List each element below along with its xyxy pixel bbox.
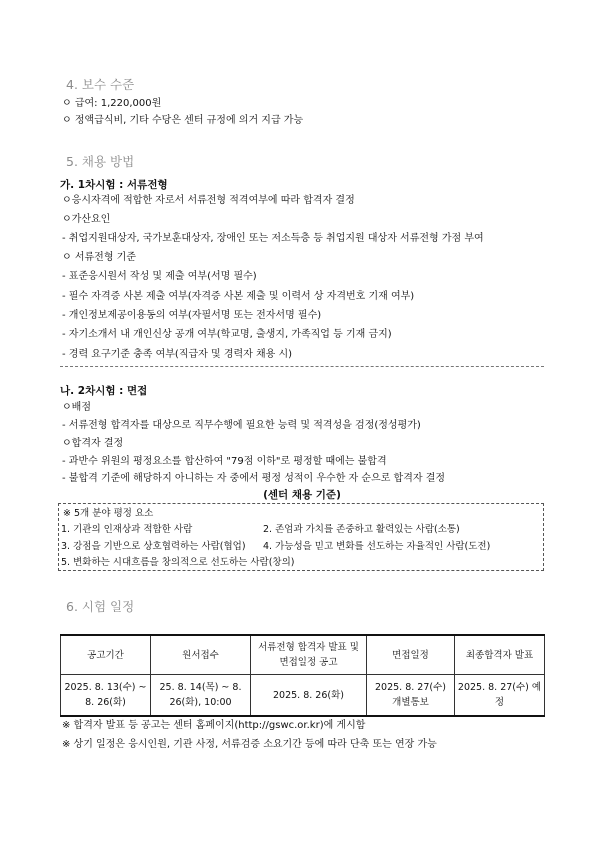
first-exam-line: - 표준응시원서 작성 및 제출 여부(서명 필수) — [62, 271, 257, 282]
table-row — [61, 675, 545, 717]
first-exam-line: ㅇ 서류전형 기준 — [62, 252, 136, 263]
criteria-title: (센터 채용 기준) — [263, 489, 341, 501]
header-cell: 공고기간 — [61, 635, 151, 675]
second-exam-line: ㅇ합격자 결정 — [62, 438, 124, 449]
criteria-item: 3. 강점을 기반으로 상호협력하는 사람(협업) — [61, 541, 246, 552]
criteria-box — [58, 503, 544, 571]
first-exam-line: - 자기소개서 내 개인신상 공개 여부(학교명, 출생지, 가족직업 등 기재 금지) — [62, 329, 392, 340]
header-cell: 서류전형 합격자 발표 및 면접일정 공고 — [251, 635, 367, 675]
value-cell: 2025. 8. 27(수) 개별통보 — [367, 675, 455, 717]
section-5-title: 5. 채용 방법 — [66, 154, 135, 169]
criteria-item: 5. 변화하는 시대흐름을 창의적으로 선도하는 사람(창의) — [61, 557, 295, 568]
first-exam-line: ㅇ응시자격에 적합한 자로서 서류전형 적격여부에 따라 합격자 결정 — [62, 195, 355, 206]
section-4-title: 4. 보수 수준 — [66, 77, 135, 92]
value-cell: 2025. 8. 26(화) — [251, 675, 367, 717]
value-cell: 2025. 8. 13(수) ~ 8. 26(화) — [61, 675, 151, 717]
second-exam-line: ㅇ배점 — [62, 402, 91, 413]
second-exam-line: - 과반수 위원의 평정요소를 합산하여 "79점 이하"로 평정할 때에는 불합격 — [62, 456, 387, 467]
section-6-title: 6. 시험 일정 — [66, 599, 135, 614]
first-exam-heading: 가. 1차시험 : 서류전형 — [60, 179, 168, 191]
schedule-note: ※ 상기 일정은 응시인원, 기관 사정, 서류검증 소요기간 등에 따라 단축 또는 연장 가능 — [62, 739, 437, 750]
first-exam-line: - 경력 요구기준 충족 여부(직급자 및 경력자 채용 시) — [62, 349, 293, 360]
second-exam-line: - 서류전형 합격자를 대상으로 직무수행에 필요한 능력 및 적격성을 검정(정성평가) — [62, 420, 421, 431]
divider — [60, 366, 544, 367]
table-header-row — [61, 635, 545, 675]
second-exam-heading: 나. 2차시험 : 면접 — [60, 385, 148, 397]
first-exam-line: ㅇ가산요인 — [62, 214, 111, 225]
value-cell: 25. 8. 14(목) ~ 8. 26(화), 10:00 — [151, 675, 251, 717]
header-cell: 면접일정 — [367, 635, 455, 675]
criteria-item: 4. 가능성을 믿고 변화를 선도하는 자율적인 사람(도전) — [263, 541, 491, 552]
value-cell: 2025. 8. 27(수) 예정 — [455, 675, 545, 717]
criteria-item: 1. 기관의 인재상과 적합한 사람 — [61, 524, 193, 535]
allowance-line: ㅇ 정액급식비, 기타 수당은 센터 규정에 의거 지급 가능 — [62, 115, 304, 126]
first-exam-line: - 취업지원대상자, 국가보훈대상자, 장애인 또는 저소득층 등 취업지원 대상자 서류전형 가점 부여 — [62, 233, 484, 244]
criteria-item: 2. 존엄과 가치를 존중하고 활력있는 사람(소통) — [263, 524, 460, 535]
first-exam-line: - 필수 자격증 사본 제출 여부(자격증 사본 제출 및 이력서 상 자격번호 기재 여부) — [62, 291, 415, 302]
schedule-note: ※ 합격자 발표 등 공고는 센터 홈페이지(http://gswc.or.kr)에 게시함 — [62, 720, 366, 731]
header-cell: 최종합격자 발표 — [455, 635, 545, 675]
header-cell: 원서접수 — [151, 635, 251, 675]
first-exam-line: - 개인정보제공이용동의 여부(자필서명 또는 전자서명 필수) — [62, 310, 322, 321]
criteria-head: ※ 5개 분야 평정 요소 — [63, 508, 154, 519]
salary-line: ㅇ 급여: 1,220,000원 — [62, 98, 162, 109]
second-exam-line: - 불합격 기준에 해당하지 아니하는 자 중에서 평정 성적이 우수한 자 순으로 합격자 결정 — [62, 473, 446, 484]
schedule-table — [60, 634, 545, 717]
